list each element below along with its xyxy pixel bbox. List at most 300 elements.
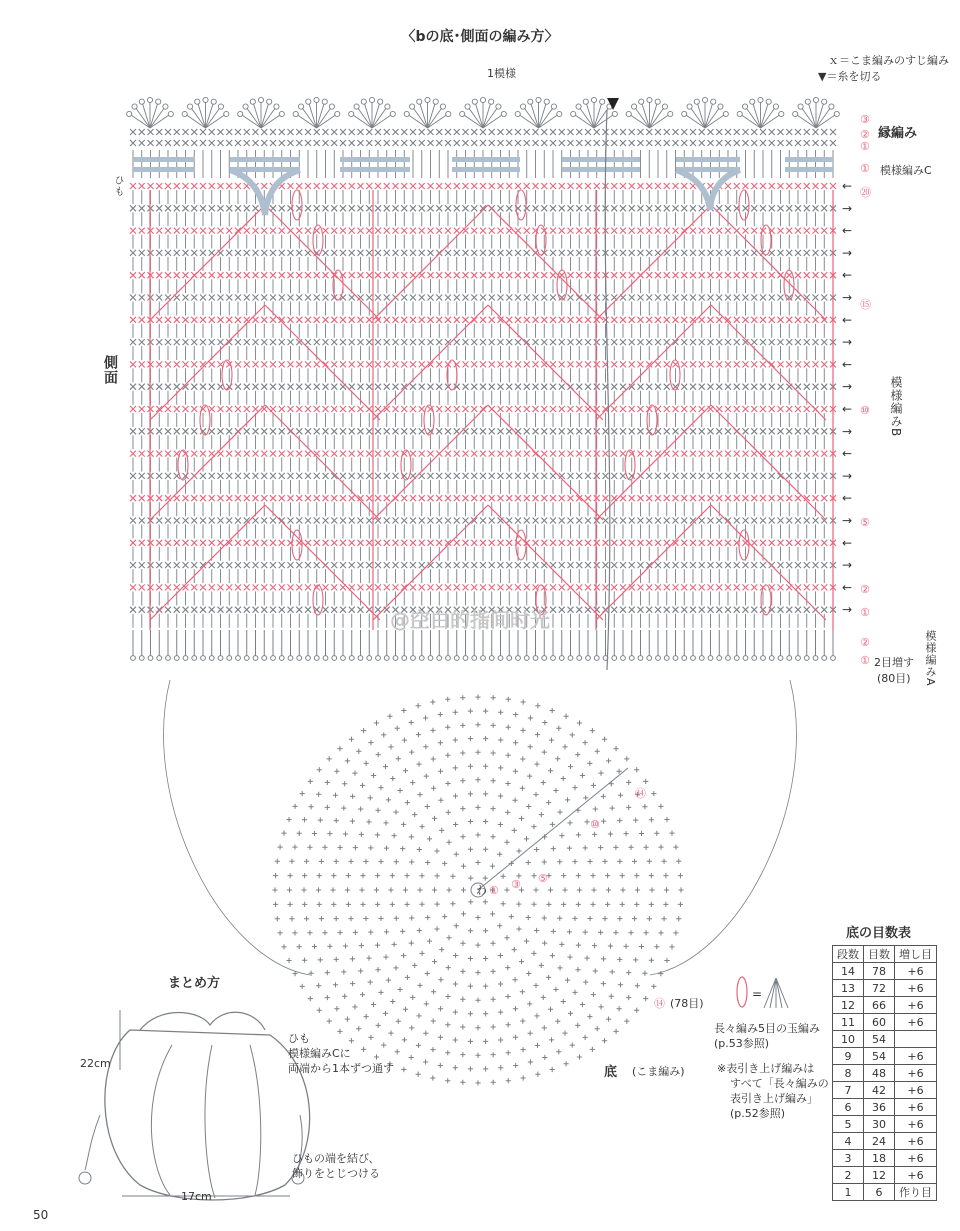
stitch-x-gray (296, 295, 302, 301)
stitch-x-pink (786, 317, 792, 323)
round-stitch (620, 887, 625, 892)
stitch-x-gray (664, 607, 670, 613)
stitch-x-pink (156, 228, 162, 234)
stitch-x-gray (646, 384, 652, 390)
stitch-x-gray (471, 205, 477, 211)
stitch-x-pink (568, 272, 574, 278)
stitch-x-pink (366, 451, 372, 457)
stitch-x-pink (253, 228, 259, 234)
stitch-x-gray (533, 205, 539, 211)
stitch-x-gray (454, 205, 460, 211)
stitch-x-pink (489, 228, 495, 234)
round-stitch (374, 720, 379, 725)
round-stitch (601, 981, 606, 986)
stitch-x-gray (568, 295, 574, 301)
stitch-a-loop (489, 656, 494, 661)
edge-x (253, 129, 259, 135)
stitch-x-pink (156, 540, 162, 546)
stitch-x-gray (603, 428, 609, 434)
fan-stitch (741, 115, 760, 128)
stitch-x-gray (550, 428, 556, 434)
stitch-x-gray (130, 607, 136, 613)
edge-x (655, 129, 661, 135)
post-stitch-line (150, 405, 265, 520)
stitch-x-pink (725, 361, 731, 367)
round-stitch (446, 810, 451, 815)
round-stitch (475, 860, 480, 865)
round-stitch (450, 874, 455, 879)
round-stitch (506, 697, 511, 702)
stitch-x-pink (366, 584, 372, 590)
stitch-x-pink (594, 228, 600, 234)
stitch-x-pink (463, 451, 469, 457)
stitch-x-pink (541, 495, 547, 501)
stitch-x-gray (340, 428, 346, 434)
stitch-x-pink (611, 272, 617, 278)
stitch-x-gray (646, 339, 652, 345)
round-stitch (307, 845, 312, 850)
stitch-x-pink (638, 584, 644, 590)
stitch-x-pink (699, 406, 705, 412)
stitch-x-gray (279, 295, 285, 301)
stitch-a-loop (813, 656, 818, 661)
stitch-x-gray (533, 518, 539, 524)
stitch-x-gray (515, 384, 521, 390)
stitch-a-loop (323, 656, 328, 661)
stitch-x-pink (296, 228, 302, 234)
stitch-x-pink (506, 317, 512, 323)
stitch-x-gray (795, 473, 801, 479)
stitch-x-gray (629, 295, 635, 301)
edge-x (620, 140, 626, 146)
stitch-x-gray (629, 562, 635, 568)
stitch-x-gray (786, 562, 792, 568)
stitch-x-pink (533, 272, 539, 278)
stitch-x-pink (200, 451, 206, 457)
stitch-x-gray (288, 384, 294, 390)
round-stitch (445, 697, 450, 702)
stitch-x-pink (428, 228, 434, 234)
stitch-x-gray (183, 607, 189, 613)
stitch-x-pink (725, 406, 731, 412)
fan-stitch (519, 115, 538, 128)
edge-x (568, 129, 574, 135)
stitch-x-gray (725, 250, 731, 256)
round-stitch (513, 1063, 518, 1068)
picot (238, 111, 243, 116)
stitch-x-gray (139, 607, 145, 613)
stitch-x-gray (226, 518, 232, 524)
stitch-x-gray (515, 562, 521, 568)
picot (465, 104, 470, 109)
stitch-x-pink (410, 495, 416, 501)
post-stitch-line (596, 405, 711, 520)
round-stitch (301, 887, 306, 892)
picot (329, 104, 334, 109)
stitch-x-pink (620, 495, 626, 501)
stitch-x-pink (191, 495, 197, 501)
stitch-x-gray (804, 205, 810, 211)
round-stitch (575, 1023, 580, 1028)
stitch-x-pink (314, 361, 320, 367)
round-stitch (333, 793, 338, 798)
stitch-x-pink (725, 584, 731, 590)
stitch-x-gray (209, 339, 215, 345)
picot (576, 104, 581, 109)
stitch-x-pink (471, 451, 477, 457)
round-stitch (513, 1035, 518, 1040)
stitch-x-gray (139, 205, 145, 211)
stitch-x-pink (471, 183, 477, 189)
fan-stitch (150, 115, 169, 128)
stitch-x-pink (550, 183, 556, 189)
stitch-x-pink (226, 317, 232, 323)
stitch-x-pink (375, 584, 381, 590)
round-stitch (417, 887, 422, 892)
stitch-x-gray (314, 339, 320, 345)
stitch-x-pink (384, 183, 390, 189)
stitch-x-gray (454, 339, 460, 345)
stitch-x-pink (795, 228, 801, 234)
stitch-x-gray (279, 205, 285, 211)
edge-x (638, 140, 644, 146)
stitch-x-pink (821, 495, 827, 501)
stitch-x-gray (235, 518, 241, 524)
stitch-a-loop (507, 656, 512, 661)
cell-stitches: 30 (864, 1116, 895, 1133)
picot (557, 111, 562, 116)
stitch-x-gray (209, 518, 215, 524)
stitch-x-gray (498, 250, 504, 256)
round-stitch (533, 983, 538, 988)
stitch-x-gray (734, 473, 740, 479)
stitch-x-pink (323, 228, 329, 234)
stitch-x-pink (498, 451, 504, 457)
stitch-x-gray (436, 518, 442, 524)
cell-increase: +6 (895, 980, 937, 997)
stitch-x-gray (576, 205, 582, 211)
stitch-x-pink (244, 272, 250, 278)
stitch-x-gray (743, 562, 749, 568)
stitch-a-loop (586, 656, 591, 661)
stitch-x-pink (734, 183, 740, 189)
stitch-x-pink (375, 406, 381, 412)
stitch-x-gray (305, 562, 311, 568)
round-stitch (325, 995, 330, 1000)
stitch-x-pink (183, 495, 189, 501)
row-arrow: → (842, 468, 853, 483)
stitch-x-gray (419, 428, 425, 434)
stitch-x-pink (253, 584, 259, 590)
edge-x (445, 140, 451, 146)
stitch-x-gray (725, 205, 731, 211)
stitch-x-pink (279, 272, 285, 278)
stitch-x-pink (786, 451, 792, 457)
round-stitch (549, 738, 554, 743)
stitch-x-gray (638, 518, 644, 524)
stitch-x-pink (506, 183, 512, 189)
picot (354, 104, 359, 109)
fan-stitch (642, 104, 650, 128)
stitch-x-gray (506, 295, 512, 301)
round-stitch (512, 977, 517, 982)
stitch-x-gray (218, 607, 224, 613)
round-stitch (432, 887, 437, 892)
stitch-x-pink (515, 495, 521, 501)
round-stitch (386, 797, 391, 802)
stitch-x-gray (445, 250, 451, 256)
fan-stitch (575, 115, 594, 128)
round-stitch (546, 902, 551, 907)
stitch-x-gray (786, 250, 792, 256)
stitch-a-loop (236, 656, 241, 661)
edge-x (253, 140, 259, 146)
round-stitch (535, 732, 540, 737)
row-arrow: ← (842, 402, 853, 416)
round-stitch (446, 887, 451, 892)
cell-increase: +6 (895, 1150, 937, 1167)
stitch-x-pink (314, 451, 320, 457)
stitch-x-gray (594, 428, 600, 434)
stitch-x-gray (463, 384, 469, 390)
stitch-x-pink (786, 183, 792, 189)
round-stitch (404, 873, 409, 878)
round-stitch (361, 1047, 366, 1052)
stitch-x-pink (218, 540, 224, 546)
stitch-x-pink (471, 495, 477, 501)
round-stitch (446, 965, 451, 970)
edge-x (200, 129, 206, 135)
stitch-x-pink (681, 228, 687, 234)
stitch-x-gray (751, 607, 757, 613)
round-stitch (400, 929, 405, 934)
bobble-stitch (292, 190, 302, 220)
picot (218, 104, 223, 109)
round-stitch (595, 749, 600, 754)
round-stitch (272, 887, 277, 892)
stitch-x-pink (821, 406, 827, 412)
stitch-x-gray (384, 205, 390, 211)
stitch-x-gray (471, 295, 477, 301)
count-table-body (833, 963, 937, 1201)
stitch-x-gray (358, 339, 364, 345)
round-stitch (359, 832, 364, 837)
round-stitch (563, 714, 568, 719)
stitch-x-pink (638, 406, 644, 412)
round-stitch (610, 969, 615, 974)
round-stitch (337, 1029, 342, 1034)
stitch-a-loop (384, 656, 389, 661)
stitch-x-gray (664, 205, 670, 211)
edge-x (646, 140, 652, 146)
stitch-x-gray (410, 250, 416, 256)
round-stitch (438, 1006, 443, 1011)
stitch-x-gray (673, 428, 679, 434)
stitch-x-gray (524, 205, 530, 211)
round-stitch (548, 768, 553, 773)
stitch-x-pink (244, 584, 250, 590)
cord-band (452, 167, 520, 172)
round-stitch (526, 971, 531, 976)
picot (501, 111, 506, 116)
fan-stitch (253, 104, 261, 128)
picot (425, 97, 430, 102)
stitch-x-gray (454, 295, 460, 301)
post-stitch-line (265, 205, 380, 320)
round-stitch (416, 1072, 421, 1077)
stitch-x-gray (471, 339, 477, 345)
stitch-x-gray (734, 518, 740, 524)
row-mark-edge-3: ③ (860, 113, 870, 126)
stitch-x-gray (664, 562, 670, 568)
round-stitch (374, 887, 379, 892)
round-stitch (491, 1080, 496, 1085)
stitch-x-gray (209, 250, 215, 256)
round-stitch (468, 791, 473, 796)
stitch-x-gray (489, 250, 495, 256)
stitch-x-pink (681, 584, 687, 590)
edge-x (795, 129, 801, 135)
edge-x (681, 140, 687, 146)
stitch-x-gray (288, 562, 294, 568)
stitch-x-pink (655, 272, 661, 278)
round-stitch (647, 859, 652, 864)
stitch-x-pink (620, 361, 626, 367)
stitch-x-gray (165, 607, 171, 613)
stitch-x-gray (130, 384, 136, 390)
stitch-x-gray (533, 339, 539, 345)
round-stitch (356, 749, 361, 754)
stitch-x-pink (218, 317, 224, 323)
round-stitch (531, 951, 536, 956)
round-stitch (591, 887, 596, 892)
round-stitch (520, 1018, 525, 1023)
stitch-x-gray (226, 562, 232, 568)
stitch-x-gray (270, 428, 276, 434)
stitch-x-pink (813, 451, 819, 457)
picot (446, 111, 451, 116)
picot (385, 104, 390, 109)
stitch-a-loop (166, 656, 171, 661)
edge-x (191, 129, 197, 135)
stitch-x-gray (375, 295, 381, 301)
stitch-x-gray (165, 473, 171, 479)
stitch-x-pink (655, 540, 661, 546)
stitch-x-gray (603, 518, 609, 524)
stitch-x-pink (358, 272, 364, 278)
stitch-x-gray (804, 473, 810, 479)
stitch-x-pink (218, 584, 224, 590)
stitch-x-pink (585, 361, 591, 367)
edge-x (830, 129, 836, 135)
stitch-x-gray (314, 295, 320, 301)
round-stitch (567, 954, 572, 959)
stitch-x-pink (716, 540, 722, 546)
stitch-x-gray (699, 250, 705, 256)
stitch-x-pink (218, 183, 224, 189)
stitch-x-pink (366, 361, 372, 367)
round-stitch (360, 783, 365, 788)
stitch-x-gray (419, 205, 425, 211)
edge-x (314, 129, 320, 135)
stitch-x-gray (419, 518, 425, 524)
cell-round: 4 (833, 1133, 864, 1150)
stitch-x-gray (778, 607, 784, 613)
stitch-x-pink (174, 183, 180, 189)
stitch-x-pink (139, 317, 145, 323)
round-stitch (383, 820, 388, 825)
stitch-x-gray (165, 562, 171, 568)
stitch-x-pink (419, 183, 425, 189)
round-stitch (446, 935, 451, 940)
stitch-x-gray (349, 473, 355, 479)
stitch-x-gray (550, 339, 556, 345)
round-stitch (297, 944, 302, 949)
stitch-x-gray (375, 607, 381, 613)
edge-x (804, 140, 810, 146)
bag-ruffle (140, 1012, 265, 1030)
stitch-x-pink (261, 228, 267, 234)
stitch-x-gray (603, 562, 609, 568)
edge-x (611, 140, 617, 146)
round-stitch (384, 846, 389, 851)
stitch-x-pink (568, 495, 574, 501)
stitch-x-gray (506, 339, 512, 345)
stitch-a-loop (227, 656, 232, 661)
picot (631, 104, 636, 109)
stitch-x-pink (419, 584, 425, 590)
stitch-x-gray (568, 428, 574, 434)
round-stitch (550, 822, 555, 827)
stitch-x-gray (296, 384, 302, 390)
edge-x (751, 129, 757, 135)
round-stitch (643, 779, 648, 784)
fan-stitch (150, 104, 158, 128)
round-stitch (366, 819, 371, 824)
round-stitch (570, 1042, 575, 1047)
round-stitch (416, 1043, 421, 1048)
cell-stitches: 12 (864, 1167, 895, 1184)
stitch-x-gray (436, 428, 442, 434)
stitch-a-loop (157, 656, 162, 661)
stitch-x-pink (664, 228, 670, 234)
stitch-x-gray (279, 518, 285, 524)
stitch-x-pink (366, 272, 372, 278)
round-stitch (559, 942, 564, 947)
stitch-x-pink (498, 228, 504, 234)
stitch-x-pink (629, 183, 635, 189)
stitch-x-gray (393, 339, 399, 345)
stitch-x-pink (174, 584, 180, 590)
fan-stitch (131, 115, 150, 128)
stitch-x-gray (576, 562, 582, 568)
stitch-x-pink (174, 272, 180, 278)
stitch-x-gray (209, 428, 215, 434)
stitch-x-gray (165, 518, 171, 524)
round-stitch (483, 1066, 488, 1071)
round-stitch (498, 1065, 503, 1070)
edge-x (296, 129, 302, 135)
stitch-x-pink (734, 272, 740, 278)
stitch-x-gray (506, 250, 512, 256)
round-stitch (425, 860, 430, 865)
stitch-x-pink (769, 540, 775, 546)
stitch-x-gray (821, 428, 827, 434)
cell-increase: +6 (895, 1099, 937, 1116)
legend-suji: ｘ＝こま編みのすじ編み (828, 54, 949, 67)
stitch-x-gray (358, 295, 364, 301)
stitch-a-loop (192, 656, 197, 661)
